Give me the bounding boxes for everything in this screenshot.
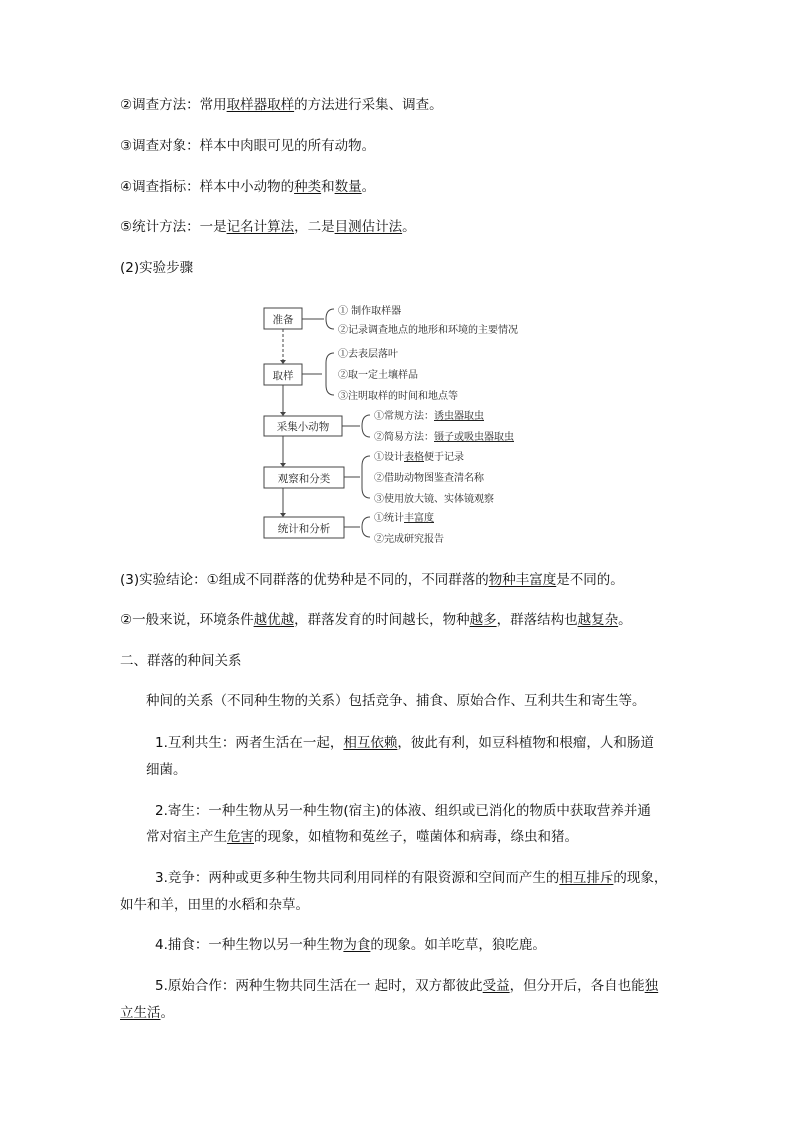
analysis-item-1: ①统计丰富度 bbox=[374, 513, 434, 524]
competition-line-1: 3.竞争：两种或更多种生物共同利用同样的有限资源和空间而产生的相互排斥的现象， bbox=[155, 870, 668, 886]
predation-line: 4.捕食：一种生物以另一种生物为食的现象。如羊吃草，狼吃鹿。 bbox=[155, 937, 546, 953]
mutualism-line-2: 细菌。 bbox=[146, 762, 187, 778]
observe-item-1: ①设计表格便于记录 bbox=[374, 452, 464, 463]
sampling-item-3: ③注明取样的时间和地点等 bbox=[338, 391, 458, 402]
step-label-collect: 采集小动物 bbox=[276, 421, 330, 433]
arrowhead-3 bbox=[280, 463, 286, 467]
survey-method-line: ②调查方法：常用取样器取样的方法进行采集、调查。 bbox=[120, 97, 443, 113]
analysis-item-2: ②完成研究报告 bbox=[374, 534, 444, 545]
parasitism-line-2: 常对宿主产生危害的现象，如植物和菟丝子，噬菌体和病毒，绦虫和猪。 bbox=[146, 829, 578, 845]
mutualism-line-1: 1.互利共生：两者生活在一起，相互依赖，彼此有利，如豆科植物和根瘤，人和肠道 bbox=[155, 735, 654, 751]
competition-line-2: 如牛和羊，田里的水稻和杂草。 bbox=[120, 897, 309, 913]
sampling-item-2: ②取一定土壤样品 bbox=[338, 370, 418, 381]
experiment-steps-flowchart bbox=[256, 297, 542, 555]
collect-item-1: ①常规方法：诱虫器取虫 bbox=[374, 411, 484, 422]
arrowhead-1 bbox=[280, 360, 286, 364]
intro-paragraph: 种间的关系（不同种生物的关系）包括竞争、捕食、原始合作、互利共生和寄生等。 bbox=[146, 693, 646, 709]
sampling-item-1: ①去表层落叶 bbox=[338, 349, 398, 360]
brace-sampling bbox=[302, 353, 334, 395]
step-label-sampling: 取样 bbox=[272, 370, 294, 382]
prepare-item-2: ②记录调查地点的地形和环境的主要情况 bbox=[338, 325, 518, 336]
prepare-item-1: ① 制作取样器 bbox=[338, 306, 402, 317]
statistics-method-line: ⑤统计方法：一是记名计算法，二是目测估计法。 bbox=[120, 219, 416, 235]
observe-item-2: ②借助动物图鉴查清名称 bbox=[374, 473, 484, 484]
brace-collect bbox=[342, 415, 370, 437]
steps-heading: (2)实验步骤 bbox=[120, 260, 194, 276]
protocooperation-line-2: 立生活。 bbox=[120, 1005, 174, 1021]
step-label-analysis: 统计和分析 bbox=[277, 523, 331, 535]
brace-prepare bbox=[302, 309, 334, 329]
observe-item-3: ③使用放大镜、实体镜观察 bbox=[374, 494, 494, 505]
section-heading: 二、群落的种间关系 bbox=[120, 653, 242, 669]
conclusion-line-2: ②一般来说，环境条件越优越，群落发育的时间越长，物种越多，群落结构也越复杂。 bbox=[120, 612, 632, 628]
protocooperation-line-1: 5.原始合作：两种生物共同生活在一 起时，双方都彼此受益，但分开后，各自也能独 bbox=[155, 978, 659, 994]
arrowhead-4 bbox=[280, 513, 286, 517]
parasitism-line-1: 2.寄生：一种生物从另一种生物(宿主)的体液、组织或已消化的物质中获取营养并通 bbox=[155, 803, 651, 819]
collect-item-2: ②简易方法：镊子或吸虫器取虫 bbox=[374, 432, 514, 443]
step-label-prepare: 准备 bbox=[272, 314, 294, 326]
step-label-observe: 观察和分类 bbox=[277, 473, 331, 485]
brace-analysis bbox=[344, 517, 370, 537]
arrowhead-2 bbox=[280, 412, 286, 416]
survey-target-line: ③调查对象：样本中肉眼可见的所有动物。 bbox=[120, 138, 376, 154]
brace-observe bbox=[344, 456, 370, 498]
conclusion-line-1: (3)实验结论：①组成不同群落的优势种是不同的，不同群落的物种丰富度是不同的。 bbox=[120, 572, 624, 588]
survey-indicator-line: ④调查指标：样本中小动物的种类和数量。 bbox=[120, 179, 376, 195]
